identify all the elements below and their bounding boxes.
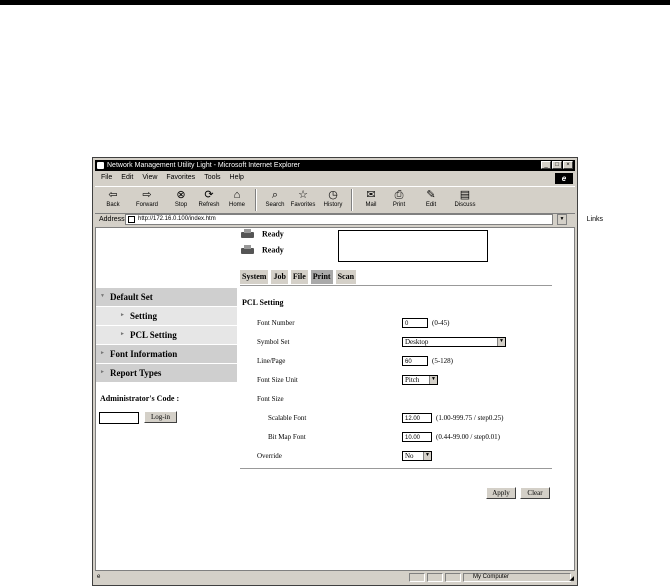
address-bar	[95, 214, 603, 225]
arrow-right-icon: ►	[100, 351, 105, 356]
status-message-box	[338, 230, 488, 262]
scalable-font-hint: (1.00-999.75 / step0.25)	[436, 414, 504, 422]
font-number-label: Font Number	[257, 319, 295, 327]
maximize-button[interactable]: □	[552, 161, 562, 169]
arrow-right-icon: ►	[100, 370, 105, 375]
clear-button[interactable]: Clear	[520, 487, 550, 499]
font-size-unit-label: Font Size Unit	[257, 376, 298, 384]
symbol-set-select[interactable]: Desktop ▼	[402, 337, 506, 347]
expand-arrow-icon: ▼	[100, 294, 105, 299]
arrow-right-icon: ►	[120, 313, 125, 318]
line-page-input[interactable]: 60	[402, 356, 428, 366]
browser-window	[92, 157, 603, 586]
chevron-down-icon: ▼	[423, 452, 431, 460]
sidebar-item-font-information[interactable]: ► Font Information	[96, 345, 237, 364]
sidebar-item-report-types[interactable]: ► Report Types	[96, 364, 237, 383]
tab-scan[interactable]: Scan	[336, 270, 356, 284]
menu-bar	[95, 172, 575, 184]
links-button[interactable]: Links	[586, 216, 603, 223]
scalable-font-label: Scalable Font	[268, 414, 307, 422]
refresh-button[interactable]: ⟳ Refresh	[198, 189, 220, 208]
print-button[interactable]: ⎙ Print	[392, 189, 406, 208]
discuss-icon: ▤	[459, 189, 471, 201]
line-page-hint: (5-128)	[432, 357, 453, 365]
print-icon: ⎙	[394, 189, 404, 201]
tab-print[interactable]: Print	[311, 270, 333, 284]
bitmap-font-label: Bit Map Font	[268, 433, 306, 441]
symbol-set-label: Symbol Set	[257, 338, 290, 346]
edit-button[interactable]: ✎ Edit	[425, 189, 437, 208]
admin-code-input[interactable]	[99, 412, 139, 424]
chevron-down-icon: ▼	[497, 338, 505, 346]
bitmap-font-input[interactable]: 10.00	[402, 432, 432, 442]
printer-icon	[240, 245, 256, 256]
menu-edit[interactable]: Edit	[121, 174, 134, 181]
chevron-down-icon: ▼	[429, 376, 437, 384]
tab-divider	[240, 285, 552, 286]
close-button[interactable]: ×	[563, 161, 573, 169]
status-cell	[445, 573, 461, 582]
menu-help[interactable]: Help	[229, 174, 244, 181]
bitmap-font-hint: (0.44-99.00 / step0.01)	[436, 433, 500, 441]
back-arrow-icon: ⇦	[108, 189, 118, 201]
refresh-icon: ⟳	[204, 189, 214, 201]
page-top-rule	[0, 0, 670, 5]
font-size-label: Font Size	[257, 395, 284, 403]
sidebar	[96, 288, 237, 383]
page-content	[95, 227, 575, 571]
status-cell	[409, 573, 425, 582]
menu-view[interactable]: View	[142, 174, 158, 181]
override-label: Override	[257, 452, 282, 460]
address-input[interactable]	[125, 214, 553, 225]
stop-button[interactable]: ⊗ Stop	[174, 189, 188, 208]
login-button[interactable]: Log-in	[144, 411, 177, 423]
font-number-input[interactable]: 0	[402, 318, 428, 328]
favorites-button[interactable]: ☆ Favorites	[290, 189, 316, 208]
scalable-font-input[interactable]: 12.00	[402, 413, 432, 423]
ie-logo-icon	[97, 162, 104, 169]
admin-code-label: Administrator's Code :	[100, 394, 180, 403]
resize-grip-icon[interactable]: ◢	[569, 576, 574, 582]
home-button[interactable]: ⌂ Home	[228, 189, 245, 208]
menu-favorites[interactable]: Favorites	[166, 174, 196, 181]
standard-toolbar	[95, 186, 575, 214]
tab-job[interactable]: Job	[271, 270, 287, 284]
tab-file[interactable]: File	[291, 270, 308, 284]
page-done-icon: e	[97, 574, 101, 580]
ie-throbber-icon: e	[555, 173, 573, 184]
override-select[interactable]: No ▼	[402, 451, 432, 461]
security-zone-label: My Computer	[473, 574, 510, 580]
history-icon: ◷	[328, 189, 338, 201]
address-url: http://172.16.0.100/index.htm	[138, 216, 216, 222]
minimize-button[interactable]: _	[541, 161, 551, 169]
back-button[interactable]: ⇦ Back	[106, 189, 120, 208]
edit-icon: ✎	[426, 189, 436, 201]
line-page-label: Line/Page	[257, 357, 286, 365]
discuss-button[interactable]: ▤ Discuss	[454, 189, 476, 208]
font-size-unit-select[interactable]: Pitch ▼	[402, 375, 438, 385]
window-title: Network Management Utility Light - Microsoft Internet Explorer	[107, 162, 300, 169]
status-row-2: Ready	[240, 245, 284, 256]
status-cell	[427, 573, 443, 582]
history-button[interactable]: ◷ History	[323, 189, 343, 208]
mail-icon: ✉	[366, 189, 376, 201]
stop-icon: ⊗	[176, 189, 186, 201]
status-bar	[95, 572, 575, 583]
forward-arrow-icon: ⇨	[142, 189, 152, 201]
form-divider	[240, 468, 552, 469]
title-bar	[95, 160, 575, 171]
section-title: PCL Setting	[242, 298, 284, 307]
mail-button[interactable]: ✉ Mail	[365, 189, 377, 208]
font-number-hint: (0-45)	[432, 319, 450, 327]
apply-button[interactable]: Apply	[486, 487, 516, 499]
search-icon: ⌕	[271, 189, 279, 201]
menu-file[interactable]: File	[101, 174, 113, 181]
toolbar-separator	[351, 189, 353, 211]
search-button[interactable]: ⌕ Search	[265, 189, 285, 208]
arrow-right-icon: ►	[120, 332, 125, 337]
sidebar-item-pcl-setting[interactable]: ► PCL Setting	[96, 326, 237, 345]
favorites-icon: ☆	[298, 189, 308, 201]
menu-tools[interactable]: Tools	[204, 174, 221, 181]
forward-button[interactable]: ⇨ Forward	[135, 189, 158, 208]
sidebar-item-setting[interactable]: ► Setting	[96, 307, 237, 326]
tab-system[interactable]: System	[240, 270, 268, 284]
address-dropdown-button[interactable]: ▼	[557, 214, 567, 225]
tab-bar	[240, 270, 356, 284]
status-row-1: Ready	[240, 229, 284, 240]
toolbar-separator	[255, 189, 257, 211]
page-icon	[128, 216, 135, 223]
sidebar-item-default-set[interactable]: ▼ Default Set	[96, 288, 237, 307]
address-label: Address	[99, 216, 125, 223]
printer-icon	[240, 229, 256, 240]
home-icon: ⌂	[233, 189, 241, 201]
